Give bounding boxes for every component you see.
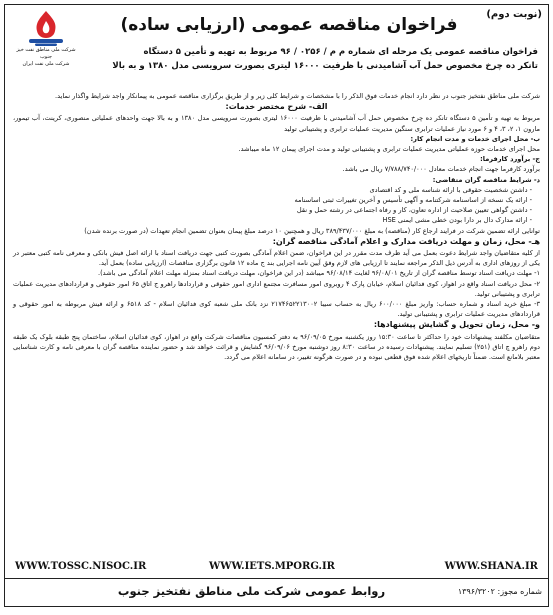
requirement-item: - داشتن شخصیت حقوقی با ارائه شناسه ملی و کد اقتصادی bbox=[369, 185, 532, 194]
requirement-item: - ارائه یک نسخه از اساسنامه شرکتنامه و آگهی تأسیس و آخرین تغییرات ثبتی اساسنامه bbox=[294, 196, 532, 205]
tender-notice bbox=[4, 4, 549, 607]
round-badge: (نوبت دوم) bbox=[486, 9, 542, 20]
link-iets[interactable]: WWW.IETS.MPORG.IR bbox=[209, 561, 335, 572]
section-v-heading: و- محل، زمان تحویل و گشایش پیشنهادها: bbox=[373, 320, 540, 330]
section-h-text: از کلیه متقاضیان واجد شرایط دعوت بعمل می آید ظرف مدت مقرر در این فراخوان، ضمن اعلام آمادگی بصورت کتبی جهت دریافت اسناد با ارائه اصل فیش بانکی و معرفی نامه کتبی معتبر در یکی از روزهای اداری به آدرس ذیل الذکر مراجعه نمایند تا ارزیابی های لازم وفق آیین نامه اجرایی بند ج ماده ۱۲ قانون برگزاری مناقصات (ارزیابی ساده) بعمل آید. bbox=[13, 249, 540, 268]
website-links bbox=[13, 561, 540, 575]
section-c-heading: ج- برآورد کارفرما: bbox=[480, 155, 540, 164]
link-shana[interactable]: WWW.SHANA.IR bbox=[444, 561, 538, 572]
footer bbox=[5, 578, 548, 607]
section-d-heading: د- شرایط مناقصه گران متقاضی: bbox=[432, 175, 540, 184]
payment-item: ۳- مبلغ خرید اسناد و شماره حساب: واریز مبلغ ۶۰۰/۰۰۰ ریال به حساب سیبا ۲۱۷۴۶۵۲۲۱۳۰۰۲ نزد بانک ملی شعبه کوی فدائیان اسلام - کد ۶۵۱۸ و ارائه فیش مربوطه به امور حقوقی و قراردادهای مدیریت عملیات ترابری و پشتیبانی تولید. bbox=[13, 300, 541, 319]
footer-organization: روابط عمومی شرکت ملی مناطق نفتخیز جنوب bbox=[117, 584, 386, 598]
section-b-heading: ب- محل اجرای خدمات و مدت انجام کار: bbox=[410, 134, 540, 143]
link-tossc[interactable]: WWW.TOSSC.NISOC.IR bbox=[15, 561, 147, 572]
flame-logo-icon bbox=[23, 9, 69, 47]
section-h-heading: هـ- محل، زمان و مهلت دریافت مدارک و اعلام آمادگی مناقصه گران: bbox=[272, 236, 540, 246]
section-c-text: برآورد کارفرما جهت انجام خدمات معادل ۷/۷۸۸/۷۴۰/۰۰۰ ریال می باشد. bbox=[342, 165, 540, 174]
notice-body bbox=[13, 91, 540, 362]
intro-paragraph: شرکت ملی مناطق نفتخیز جنوب در نظر دارد انجام خدمات فوق الذکر را با مشخصات و شرایط کلی زیر و از طریق برگزاری مناقصه عمومی به پیمانکار واجد شرایط واگذار نماید. bbox=[54, 92, 540, 100]
logo-caption-company: شرکت ملی مناطق نفت خیز جنوب bbox=[16, 47, 76, 60]
logo-caption-parent: شرکت ملی نفت ایران bbox=[22, 61, 70, 67]
subtitle-line-2: تانکر ده چرخ مخصوص حمل آب آشامیدنی با ظرفیت ۱۶۰۰۰ لیتری بصورت سرویسی مدل ۱۳۸۰ و به بالا bbox=[112, 61, 538, 71]
guarantee-text: توانایی ارائه تضمین شرکت در فرایند ارجاع کار (مناقصه) به مبلغ ۳۸۹/۴۳۷/۰۰۰ ریال و همچنین ۱۰ درصد مبلغ پیمان بعنوان تضمین انجام تعهدات (در صورت برنده شدن) bbox=[84, 226, 540, 235]
section-b-text: محل اجرای خدمات حوزه عملیاتی مدیریت عملیات ترابری و پشتیبانی تولید و مدت اجرای پیمان ۱۲ ماه میباشد. bbox=[238, 145, 540, 154]
notice-subtitle bbox=[85, 45, 538, 73]
section-v-text: متقاضیان مکلفند پیشنهادات خود را حداکثر تا ساعت ۱۵:۳۰ روز یکشنبه مورخ ۹۶/۰۹/۰۵ به دفتر کمسیون مناقصات شرکت واقع در اهواز، کوی فدائیان اسلام، ساختمان پنج طبقه بلوک یک طبقه دوم راهرو چ اتاق (۲۵۱) تسلیم نمایند. پیشنهادات رسیده در ساعت ۸:۳۰ روز دوشنبه مورخ ۹۶/۰۹/۰۶ گشایش و قرائت خواهد شد و حضور نماینده مناقصه گران با معرفی نامه و کارت شناسایی معتبر بلامانع است. ضمناً تاریخهای اعلام شده فوق قطعی نبوده و در صورت هرگونه تغییر، در سامانه اعلام می گردد. bbox=[13, 332, 541, 362]
section-alef-text: مربوط به تهیه و تأمین ۵ دستگاه تانکر ده چرخ مخصوص حمل آب آشامیدنی با ظرفیت ۱۶۰۰۰ لیتری بصورت سرویسی مدل ۱۳۸۰ و به بالا جهت واحدهای عملیاتی منصوری، کرینت، آب تیمور، مارون ۱، ۲، ۳، ۴ و ۶ مورد نیاز عملیات ترابری سنگین مدیریت عملیات ترابری و پشتیبانی تولید bbox=[13, 114, 540, 133]
section-alef-heading: الف- شرح مختصر خدمات: bbox=[225, 102, 328, 112]
requirement-item: - داشتن گواهی تعیین صلاحیت از اداره تعاون، کار و رفاه اجتماعی در رشته حمل و نقل bbox=[296, 206, 532, 215]
subtitle-line-1: فراخوان مناقصه عمومی یک مرحله ای شماره م م / ۰۲۵۶ / ۹۶ مربوط به تهیه و تأمین ۵ دستگاه bbox=[143, 47, 538, 57]
permit-number: شماره مجوز: ۱۳۹۶/۳۲۰۲ bbox=[457, 587, 542, 596]
deadline-item: ۱- مهلت دریافت اسناد توسط مناقصه گران از تاریخ ۹۶/۰۸/۰۱ لغایت ۹۶/۰۸/۱۴ میباشد (در این فراخوان، مهلت دریافت اسناد بمنزله مهلت اعلام آمادگی می باشد). bbox=[97, 269, 540, 278]
requirement-item: - ارائه مدارک دال بر دارا بودن خطی مشی ایمنی HSE bbox=[382, 216, 532, 225]
notice-title: فراخوان مناقصه عمومی (ارزیابی ساده) bbox=[120, 15, 458, 35]
nisoc-logo bbox=[11, 9, 81, 68]
location-item: ۲- محل دریافت اسناد واقع در اهواز، کوی فدائیان اسلام، خیابان پارک ۴ روبروی امور مسافرت مجتمع اداری امور حقوقی و قراردادها راهرو ج اتاق ۶۵ امور حقوقی و قراردادهای مدیریت عملیات ترابری و پشتیبانی تولید. bbox=[13, 279, 541, 298]
